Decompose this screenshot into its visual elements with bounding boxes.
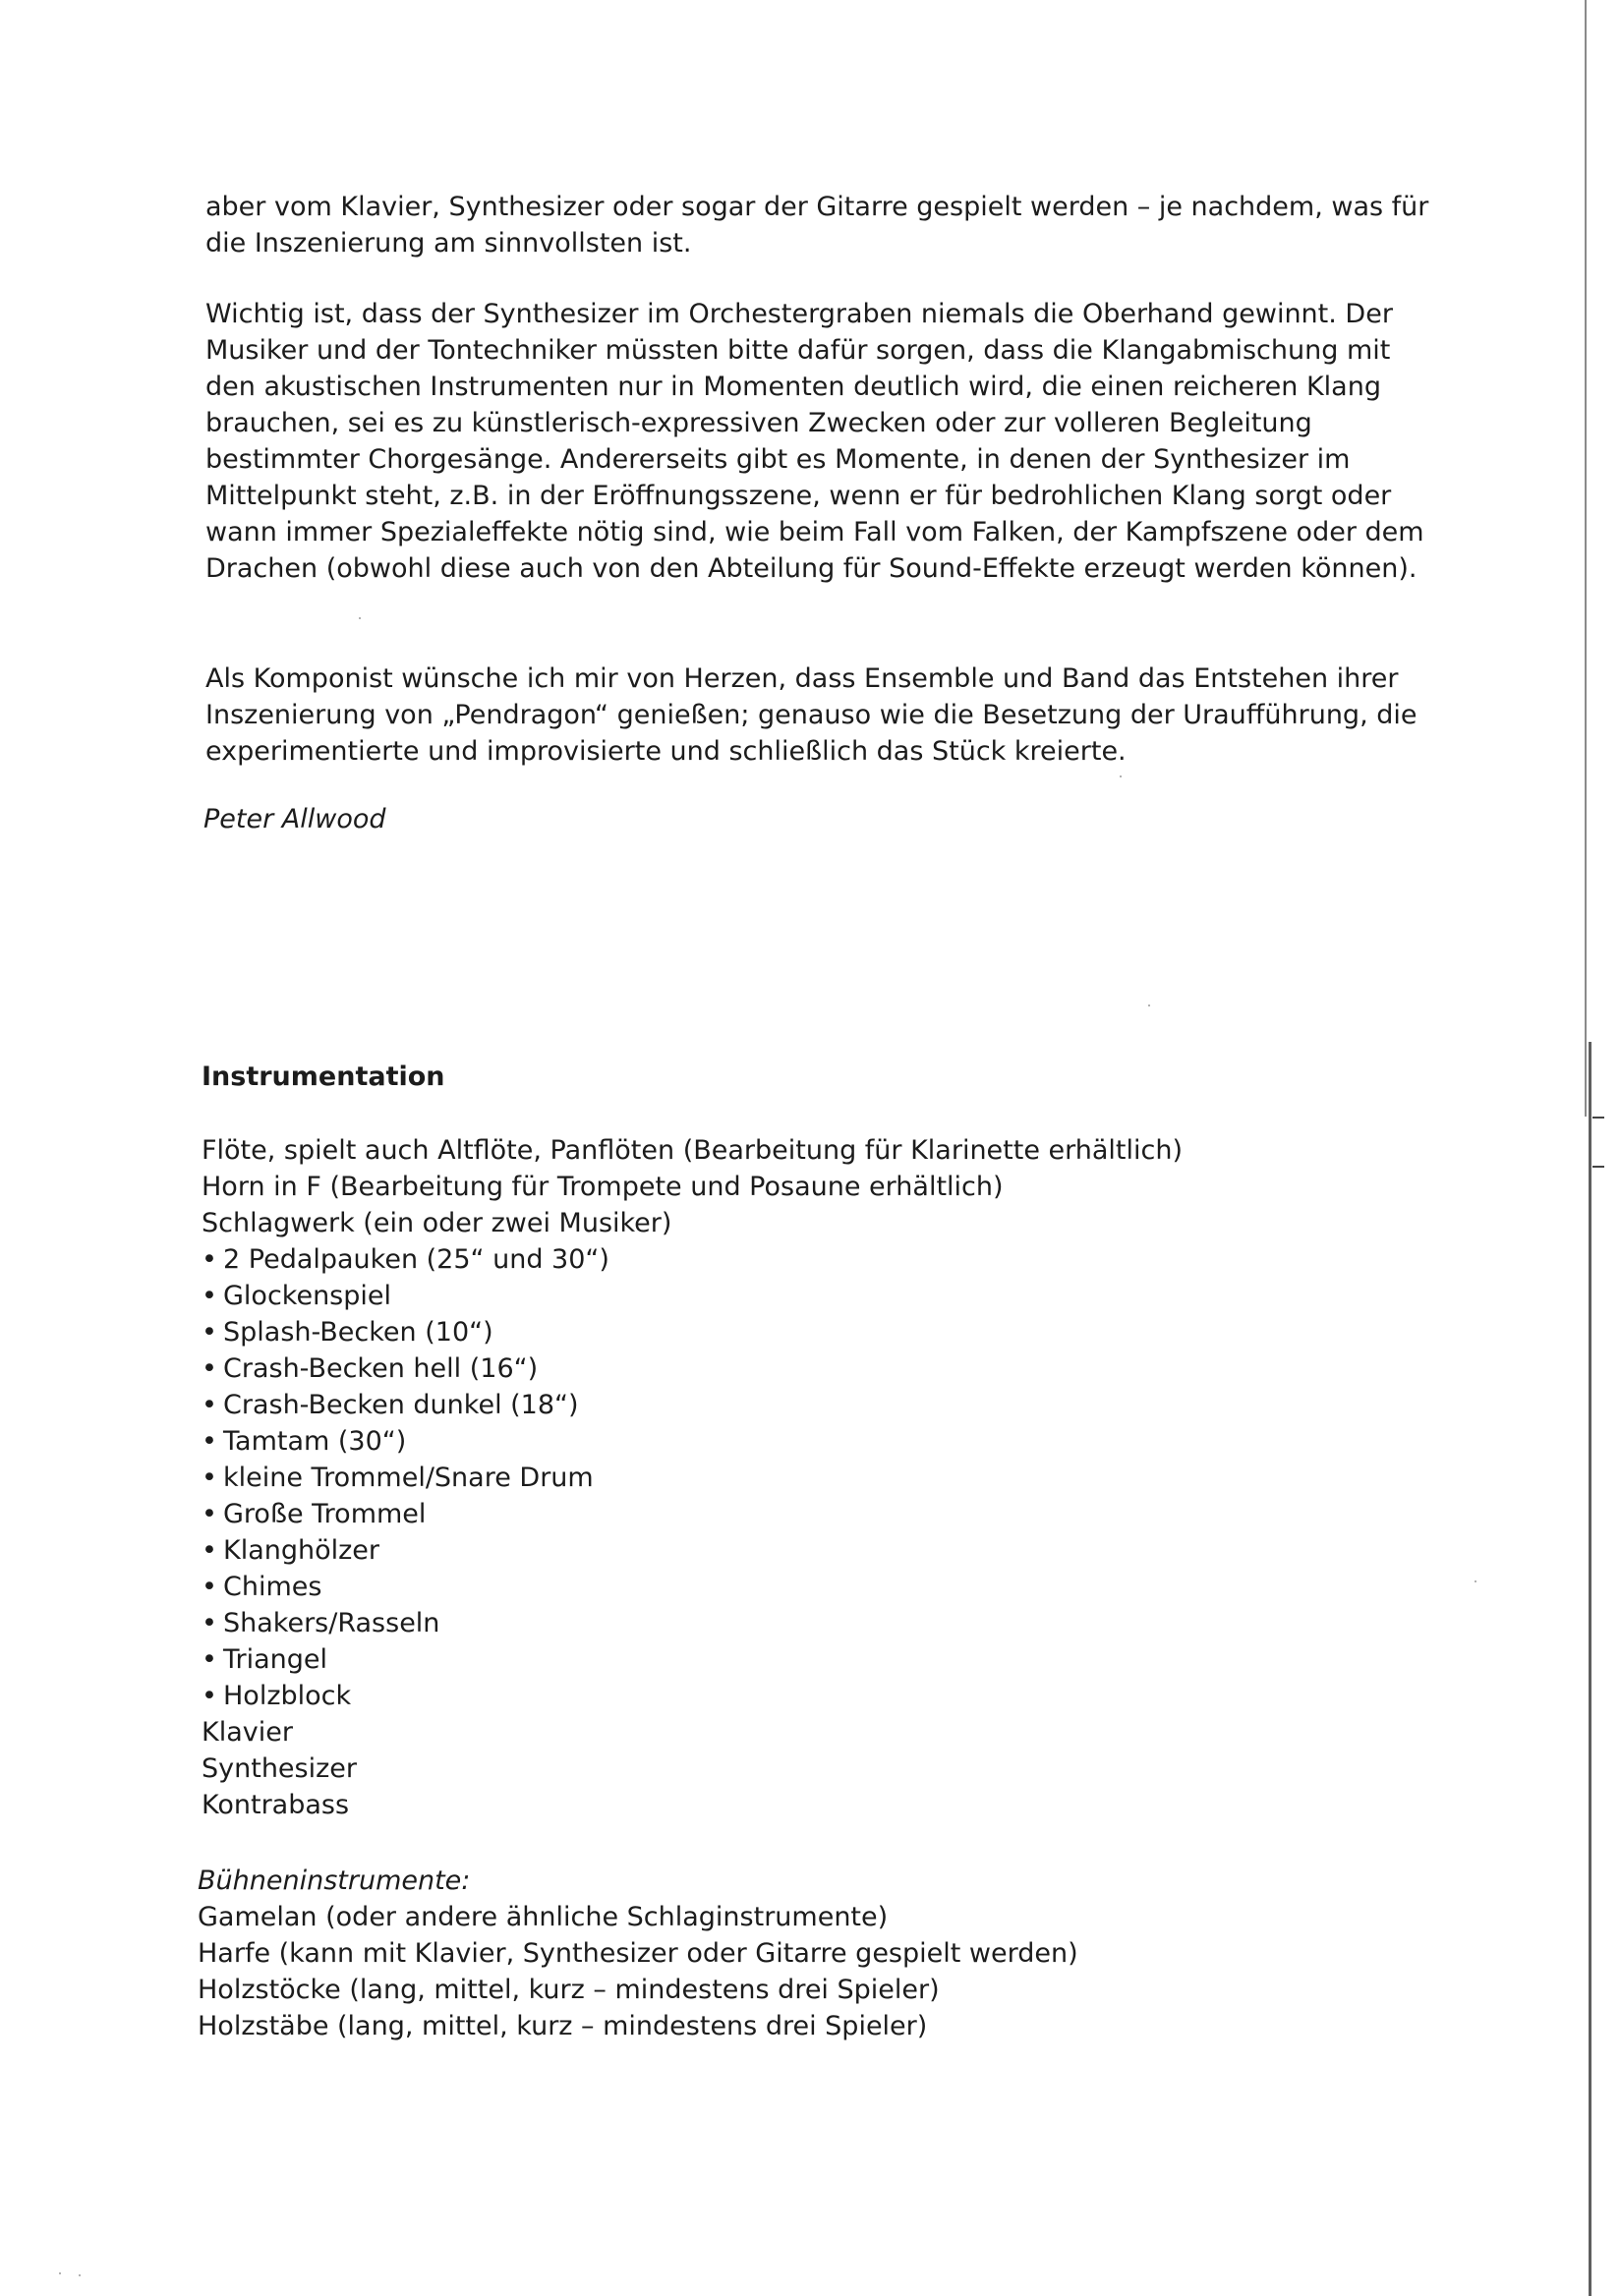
scan-border-tick (1592, 1117, 1604, 1119)
body-paragraph (205, 189, 1444, 261)
instrumentation-list (202, 1132, 1479, 1823)
instrument-item (202, 1714, 1479, 1751)
instrument-subitem (202, 1278, 1479, 1314)
bullet-icon: • (202, 1426, 217, 1457)
scan-speck (79, 2274, 81, 2276)
bullet-icon: • (202, 1535, 217, 1566)
instrument-label: Klanghölzer (223, 1535, 380, 1566)
instrument-subitem (202, 1496, 1479, 1532)
scan-speck (1120, 775, 1122, 777)
stage-instrument-item: Harfe (kann mit Klavier, Synthesizer oder Gitarre gespielt werden) (198, 1938, 1078, 1969)
bullet-icon: • (202, 1281, 217, 1311)
stage-instrument-item: Gamelan (oder andere ähnliche Schlaginstrumente) (198, 1902, 889, 1932)
instrument-subitem (202, 1641, 1479, 1678)
instrument-subitem (202, 1241, 1479, 1278)
bullet-icon: • (202, 1353, 217, 1384)
instrument-label: Crash-Becken dunkel (18“) (223, 1390, 579, 1420)
paragraph-text: aber vom Klavier, Synthesizer oder sogar der Gitarre gespielt werden – je nachdem, was für die Inszenierung am sinnvollsten ist. (205, 192, 1429, 258)
paragraph-text: Als Komponist wünsche ich mir von Herzen, dass Ensemble und Band das Entstehen ihrer Inszenierung von „Pendragon“ genießen; genauso wie die Besetzung der Uraufführung, die experimentierte und improvisierte und schließlich das Stück kreierte. (205, 663, 1418, 767)
scan-speck (59, 2272, 61, 2274)
bullet-icon: • (202, 1681, 217, 1711)
instrument-label: Synthesizer (202, 1753, 357, 1784)
instrument-label: Glockenspiel (223, 1281, 392, 1311)
instrument-item (202, 1132, 1479, 1169)
instrument-label: Holzblock (223, 1681, 352, 1711)
instrument-label: Flöte, spielt auch Altflöte, Panflöten (Bearbeitung für Klarinette erhältlich) (202, 1135, 1184, 1166)
instrument-label: kleine Trommel/Snare Drum (223, 1463, 594, 1493)
instrument-item (202, 1205, 1479, 1241)
instrument-subitem (202, 1350, 1479, 1387)
instrument-subitem (202, 1569, 1479, 1605)
instrument-label: Klavier (202, 1717, 293, 1748)
bullet-icon: • (202, 1244, 217, 1275)
instrument-label: 2 Pedalpauken (25“ und 30“) (223, 1244, 609, 1275)
stage-instruments-list (198, 1899, 1475, 2044)
instrument-label: Kontrabass (202, 1790, 350, 1820)
instrument-label: Splash-Becken (10“) (223, 1317, 493, 1348)
instrument-item (202, 1787, 1479, 1823)
bullet-icon: • (202, 1499, 217, 1529)
stage-instruments-section (198, 1863, 1475, 2044)
instrument-subitem (202, 1314, 1479, 1350)
stage-instrument-item: Holzstöcke (lang, mittel, kurz – mindestens drei Spieler) (198, 1975, 940, 2005)
body-paragraph (205, 660, 1444, 770)
instrument-label: Schlagwerk (ein oder zwei Musiker) (202, 1208, 672, 1238)
instrument-label: Crash-Becken hell (16“) (223, 1353, 539, 1384)
instrument-label: Chimes (223, 1572, 322, 1602)
instrument-label: Große Trommel (223, 1499, 427, 1529)
scan-speck (359, 617, 361, 619)
bullet-icon: • (202, 1390, 217, 1420)
stage-instruments-heading: Bühneninstrumente: (198, 1866, 471, 1896)
instrument-subitem (202, 1678, 1479, 1714)
instrument-subitem (202, 1387, 1479, 1423)
stage-instrument-item: Holzstäbe (lang, mittel, kurz – mindestens drei Spieler) (198, 2011, 928, 2041)
bullet-icon: • (202, 1317, 217, 1348)
instrument-item (202, 1751, 1479, 1787)
instrument-label: Shakers/Rasseln (223, 1608, 440, 1638)
scan-speck (1148, 1004, 1150, 1006)
instrument-subitem (202, 1460, 1479, 1496)
bullet-icon: • (202, 1608, 217, 1638)
scan-border-tick (1592, 1166, 1604, 1168)
instrument-label: Tamtam (30“) (223, 1426, 407, 1457)
bullet-icon: • (202, 1644, 217, 1675)
body-paragraph (205, 296, 1444, 587)
instrument-subitem (202, 1605, 1479, 1641)
paragraph-text: Wichtig ist, dass der Synthesizer im Orchestergraben niemals die Oberhand gewinnt. Der Musiker und der Tontechniker müssten bitte dafür sorgen, dass die Klangabmischung mit den akustischen Instrumenten nur in Momenten deutlich wird, die einen reicheren Klang brauchen, sei es zu künstlerisch-expressiven Zwecken oder zur volleren Begleitung bestimmter Chorgesänge. Andererseits gibt es Momente, in denen der Synthesizer im Mittelpunkt steht, z.B. in der Eröffnungsszene, wenn er für bedrohlichen Klang sorgt oder wann immer Spezialeffekte nötig sind, wie beim Fall vom Falken, der Kampfszene oder dem Drachen (obwohl diese auch von den Abteilung für Sound-Effekte erzeugt werden können). (205, 299, 1424, 584)
instrument-item (202, 1169, 1479, 1205)
instrumentation-heading: Instrumentation (202, 1062, 445, 1092)
instrument-label: Horn in F (Bearbeitung für Trompete und Posaune erhältlich) (202, 1172, 1004, 1202)
scan-border-line (1585, 0, 1587, 1117)
bullet-icon: • (202, 1463, 217, 1493)
instrument-subitem (202, 1532, 1479, 1569)
bullet-icon: • (202, 1572, 217, 1602)
instrument-label: Triangel (223, 1644, 328, 1675)
instrument-subitem (202, 1423, 1479, 1460)
author-signature: Peter Allwood (203, 804, 386, 834)
scan-border-line (1589, 1042, 1591, 2296)
